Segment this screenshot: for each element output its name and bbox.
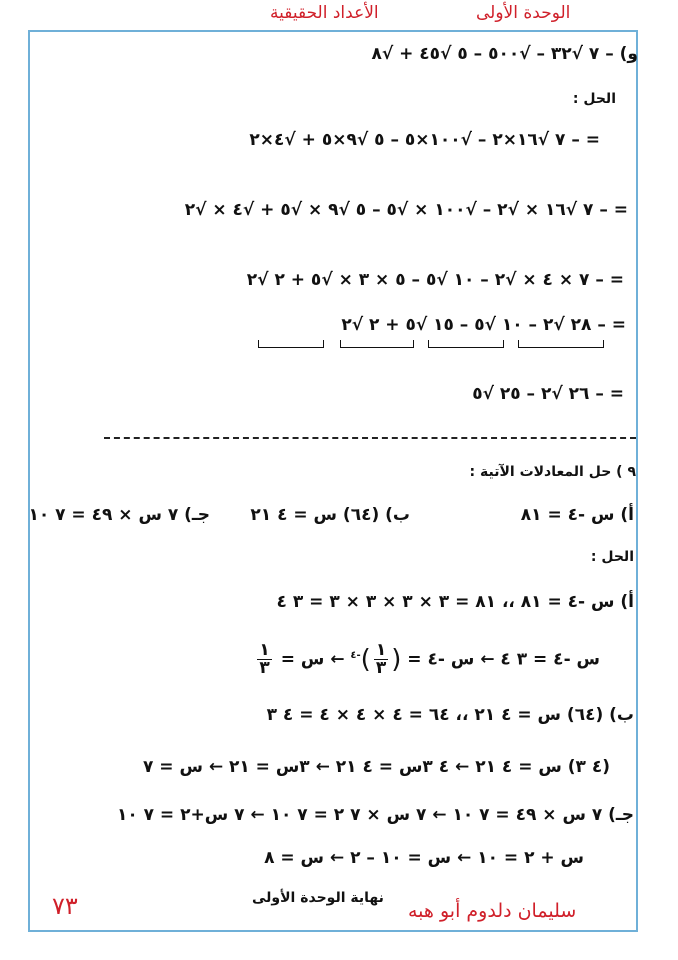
exercise-9-title: ٩ ) حل المعادلات الآتية : — [469, 464, 636, 480]
equation-a: أ) س ‎-٤‎ = ٨١ — [520, 505, 634, 525]
unit-title: الوحدة الأولى — [476, 3, 571, 23]
section-divider — [104, 437, 636, 439]
page-number: ٧٣ — [52, 892, 78, 920]
grouping-brace — [258, 340, 324, 348]
author-name: سليمان دلدوم أبو هبه — [408, 900, 577, 922]
grouping-brace — [518, 340, 604, 348]
exercise-f-step-1: = – ٧ √١٦×٢ – √١٠٠×٥ – ٥ √٩×٥ + √٤×٢ — [249, 130, 600, 150]
exercise-9-solution-label: الحل : — [590, 549, 634, 565]
exercise-f-step-2: = – ٧ √١٦ × √٢ – √١٠٠ × √٥ – ٥ √٩ × √٥ + √٤ × √٢ — [184, 200, 628, 220]
exercise-f-step-5: = – ٢٦ √٢ – ٢٥ √٥ — [472, 384, 624, 404]
close-paren: ) — [360, 644, 371, 675]
solution-a-line-2-left: س -٤ = ٣ ٤ ← س -٤ = — [407, 649, 600, 670]
grouping-brace — [428, 340, 504, 348]
unit-end-label: نهاية الوحدة الأولى — [252, 890, 384, 906]
power-neg-4: -٤ — [350, 649, 361, 661]
result-fraction: $\frac{١}{٣}$ — [259, 640, 270, 678]
exercise-f-solution-label: الحل : — [572, 91, 616, 107]
open-paren: ( — [391, 644, 402, 675]
solution-a-line-1: أ) س -٤ = ٨١ ،، ٨١ = ٣ × ٣ × ٣ × ٣ = ٣ ٤ — [276, 592, 634, 612]
exercise-f-problem: و) – ٧ √٣٢ – √٥٠٠ – ٥ √٤٥ + √٨ — [371, 44, 638, 64]
equation-b: ب) (٦٤) س = ٤ ٢١ — [250, 505, 410, 525]
exercise-f-step-4: = – ٢٨ √٢ – ١٠ √٥ – ١٥ √٥ + ٢ √٢ — [341, 315, 626, 335]
solution-c-line-1: جـ) ٧ س × ٤٩ = ٧ ١٠ ← ٧ س × ٧ ٢ = ٧ ١٠ ← ٧ س+٢ = ٧ ١٠ — [116, 805, 634, 825]
exercise-f-step-3: = – ٧ × ٤ × √٢ – ١٠ √٥ – ٥ × ٣ × √٥ + ٢ √٢ — [246, 270, 624, 290]
topic-title: الأعداد الحقيقية — [270, 3, 379, 23]
equation-c: جـ) ٧ س × ٤٩ = ٧ ١٠ — [28, 505, 210, 525]
solution-a-line-2 — [254, 642, 600, 677]
solution-b-line-1: ب) (٦٤) س = ٤ ٢١ ،، ٦٤ = ٤ × ٤ × ٤ = ٤ ٣ — [266, 705, 634, 725]
page-frame — [28, 30, 638, 932]
solution-b-line-2: (٤ ٣) س = ٤ ٢١ ← ٤ ٣س = ٤ ٢١ ← ٣س = ٢١ ← س = ٧ — [142, 757, 610, 777]
grouping-brace — [340, 340, 414, 348]
solution-c-line-2: س + ٢ = ١٠ ← س = ١٠ – ٢ ← س = ٨ — [264, 848, 584, 868]
solution-a-line-2-right: ← س = — [280, 649, 345, 670]
fraction-one-third: $\frac{١}{٣}$ — [375, 640, 387, 678]
